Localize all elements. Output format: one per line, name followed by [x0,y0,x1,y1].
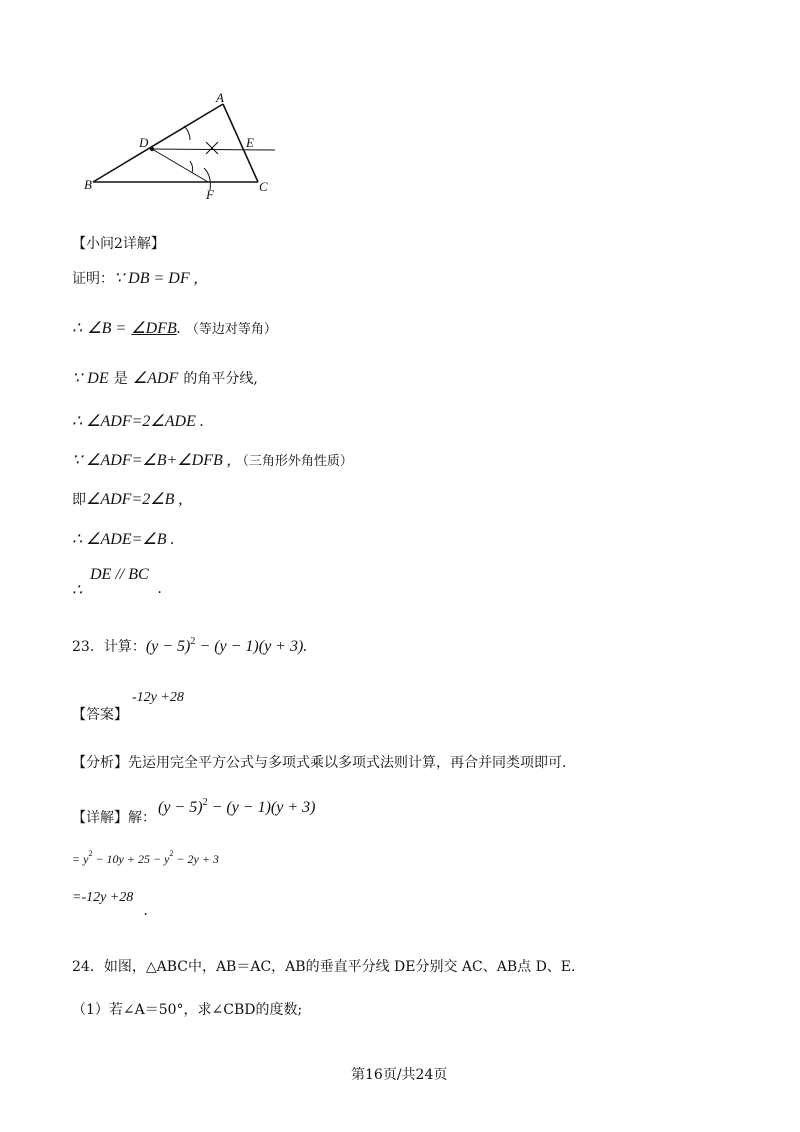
q24-stem: 24．如图，△ABC中，AB＝AC，AB的垂直平分线 DE分别交 AC、AB点 D、E. [72,959,576,975]
line-df [152,149,208,182]
q23-expr-tail: . [303,638,308,655]
q23-expr-a: (y − 5) [145,638,191,655]
section-header: 【小问2详解】 [72,236,165,252]
q23-analysis: 【分析】先运用完全平方公式与多项式乘以多项式法则计算，再合并同类项即可. [72,755,567,771]
q23-expr-b: − (y − 1)(y + 3) [195,638,304,655]
angle-adf: ∠ADF [132,370,179,387]
detail-expr-a: (y − 5) [158,799,203,816]
page-footer: 第16页/共24页 [351,1067,448,1083]
label-e: E [246,135,254,150]
detail-expr-b: − (y − 1)(y + 3) [207,799,316,816]
q23-number: 23．计算： [72,639,146,655]
label-a: A [216,90,224,105]
step1-exp2: 2 [169,849,174,858]
step1-a: = y [72,852,89,866]
q23-step-2 [72,890,192,920]
proof-line-2 [72,318,277,338]
step1-exp1: 2 [88,849,93,858]
arc-mark-ad [184,126,190,140]
because-sign: ∵ [72,370,83,387]
proof-line-7: ∴ ∠ADE=∠B . [72,531,175,548]
q23-step-1 [72,849,219,867]
point-d [150,147,154,151]
label-d: D [139,135,149,150]
proof-line-1 [72,268,198,288]
proof-line-6 [72,489,182,509]
step2-expr: =-12y +28 [72,890,134,905]
angle-dfb-underlined: ∠DFB [131,320,177,337]
step1-b: − 10y + 25 − y [92,852,170,866]
reason-isosceles: （等边对等角） [185,322,277,337]
therefore-sign-2: ∴ [72,582,83,599]
step1-c: − 2y + 3 [173,852,219,866]
triangle-figure [80,90,290,205]
proof-l6: ∠ADF=2∠B , [86,491,183,508]
proof-l1: ∵ DB = DF , [114,270,198,287]
answer-value: -12y +28 [132,690,184,705]
label-c: C [259,179,268,194]
label-f: F [206,187,214,202]
word-is: 是 [113,371,128,387]
word-ji: 即 [72,492,86,508]
q23-stem [72,636,307,656]
proof-line-3 [72,368,258,388]
arc-mark-e [206,142,218,154]
l8-tail: . [158,580,162,597]
detail-expression [158,797,315,817]
de-parallel-bc: DE // BC [90,566,149,583]
q23-expr-exp: 2 [190,636,196,647]
reason-exterior-angle: （三角形外角性质） [235,454,353,469]
proof-line-4: ∴ ∠ADF=2∠ADE . [72,413,204,430]
proof-line-5 [72,450,353,470]
proof-l5: ∵ ∠ADF=∠B+∠DFB , [72,452,231,469]
answer-label: 【答案】 [72,707,128,723]
segment-de: DE [87,370,109,387]
side-ab [93,104,223,182]
proof-line-8 [72,566,192,600]
bisector-text: 的角平分线, [183,371,258,387]
l2-tail: . [176,320,181,337]
angle-b: ∠B = [87,320,127,337]
detail-expr-exp: 2 [202,797,208,808]
step2-tail: . [144,902,148,919]
proof-prefix: 证明： [72,271,114,287]
therefore-sign: ∴ [72,320,83,337]
q23-detail [72,797,372,827]
q23-answer [72,690,272,722]
q24-part-1: （1）若∠A＝50°，求∠CBD的度数; [72,1002,303,1018]
detail-label: 【详解】解： [72,810,156,826]
label-b: B [84,177,92,192]
